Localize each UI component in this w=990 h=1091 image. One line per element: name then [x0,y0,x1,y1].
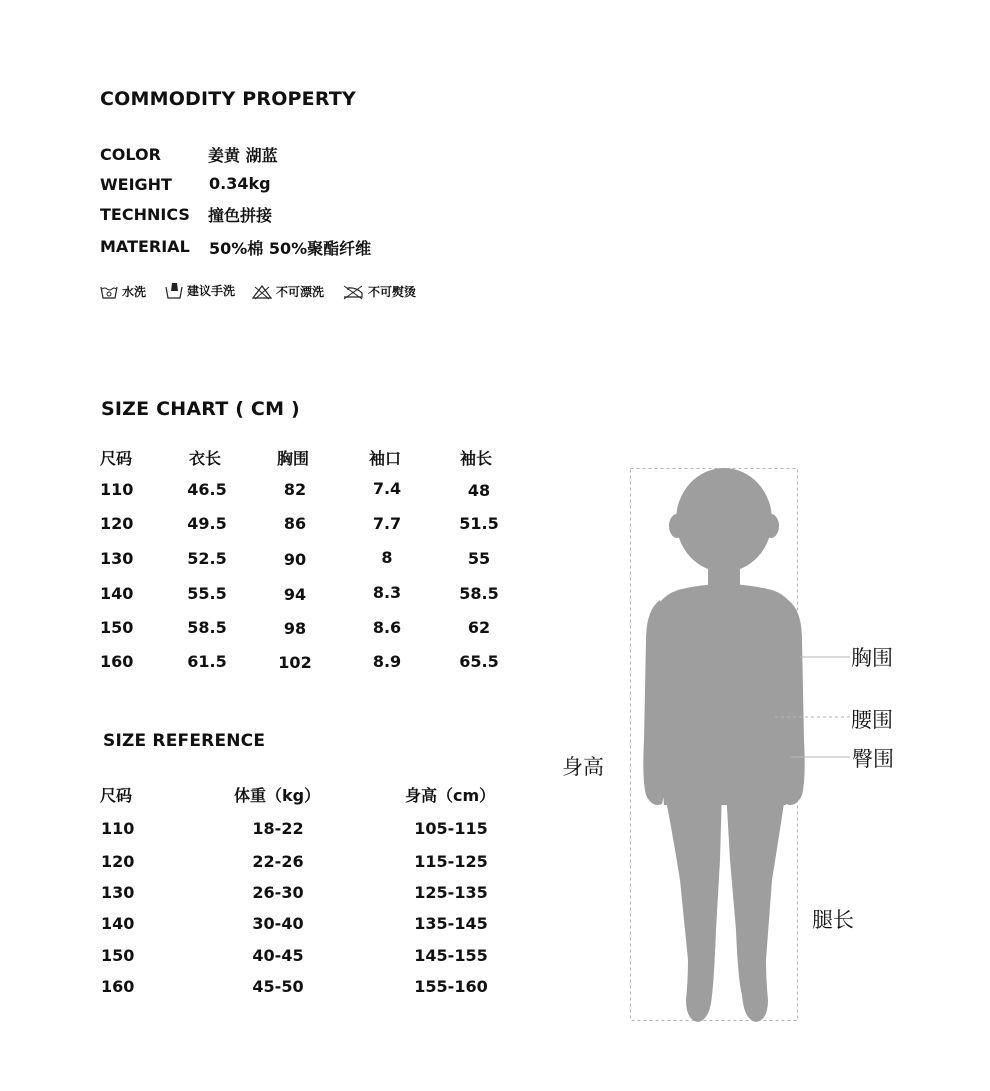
table-cell: 94 [283,585,307,604]
table-cell: 55 [467,549,491,568]
table-cell: 140 [100,584,134,603]
size-reference-title: SIZE REFERENCE [103,731,266,751]
table-cell: 48 [467,481,491,500]
table-cell: 110 [101,819,135,838]
table-cell: 105-115 [414,819,488,838]
table-cell: 46.5 [187,480,227,499]
care-label: 水洗 [122,285,147,299]
size-reference-header: 身高（cm） [405,786,496,805]
table-cell: 49.5 [187,514,227,533]
table-cell: 58.5 [187,618,227,637]
leg-length-label: 腿长 [812,908,854,932]
chest-label: 胸围 [851,646,893,670]
care-item-hand-wash [165,281,235,299]
table-cell: 102 [278,653,312,672]
no-bleach-icon [252,284,272,300]
table-cell: 145-155 [414,946,488,965]
waist-label: 腰围 [851,708,893,732]
table-cell: 160 [101,977,135,996]
table-cell: 52.5 [187,549,227,568]
table-cell: 45-50 [252,977,304,996]
table-cell: 155-160 [414,977,488,996]
property-label-technics: TECHNICS [100,205,190,224]
table-cell: 7.4 [372,479,402,498]
table-cell: 120 [100,514,134,533]
table-cell: 130 [101,883,135,902]
table-cell: 18-22 [252,819,304,838]
table-cell: 125-135 [414,883,488,902]
table-cell: 150 [101,946,135,965]
table-cell: 8 [381,548,393,567]
table-cell: 140 [101,914,135,933]
care-label: 不可熨烫 [368,285,417,299]
table-cell: 110 [100,480,134,499]
table-cell: 115-125 [414,852,488,871]
table-cell: 58.5 [459,584,499,603]
no-iron-icon [342,284,364,300]
property-value-color: 姜黄 湖蓝 [208,146,278,165]
property-value-material: 50%棉 50%聚酯纤维 [209,239,372,258]
size-chart-title: SIZE CHART ( CM ) [101,398,300,420]
table-cell: 8.6 [372,618,402,637]
table-cell: 22-26 [252,852,304,871]
table-cell: 61.5 [187,652,227,671]
property-value-technics: 撞色拼接 [208,206,273,225]
hand-wash-icon [165,281,183,299]
care-item-no-iron [342,283,416,300]
size-chart-header: 尺码 [100,449,133,468]
hip-label: 臀围 [852,747,894,771]
property-label-color: COLOR [100,145,161,164]
table-cell: 8.3 [372,583,402,602]
table-cell: 135-145 [414,914,488,933]
table-cell: 98 [283,619,307,638]
care-item-no-bleach [252,283,324,300]
table-cell: 150 [100,618,134,637]
table-cell: 8.9 [372,652,402,671]
height-label: 身高 [562,755,604,779]
size-reference-header: 体重（kg） [234,786,321,805]
table-cell: 120 [101,852,135,871]
size-chart-header: 袖口 [369,449,402,468]
child-silhouette [643,468,804,1022]
property-label-material: MATERIAL [100,237,190,256]
size-reference-header: 尺码 [100,786,133,805]
table-cell: 90 [283,550,307,569]
table-cell: 82 [283,480,307,499]
size-chart-header: 胸围 [277,449,310,468]
care-label: 建议手洗 [187,283,236,298]
table-cell: 160 [100,652,134,671]
wash-basin-icon [100,284,118,300]
size-chart-header: 袖长 [460,449,493,468]
property-title: COMMODITY PROPERTY [100,88,356,110]
child-figure [560,460,890,1030]
table-cell: 130 [100,549,134,568]
table-cell: 51.5 [459,514,499,533]
table-cell: 40-45 [252,946,304,965]
table-cell: 55.5 [187,584,227,603]
table-cell: 86 [283,514,307,533]
care-label: 不可漂洗 [276,285,325,299]
table-cell: 26-30 [252,883,304,902]
property-value-weight: 0.34kg [209,174,271,193]
table-cell: 7.7 [372,514,402,533]
size-chart-header: 衣长 [189,449,222,468]
table-cell: 30-40 [252,914,304,933]
table-cell: 62 [467,618,491,637]
care-item-wash [100,283,146,300]
property-label-weight: WEIGHT [100,175,172,194]
table-cell: 65.5 [459,652,499,671]
